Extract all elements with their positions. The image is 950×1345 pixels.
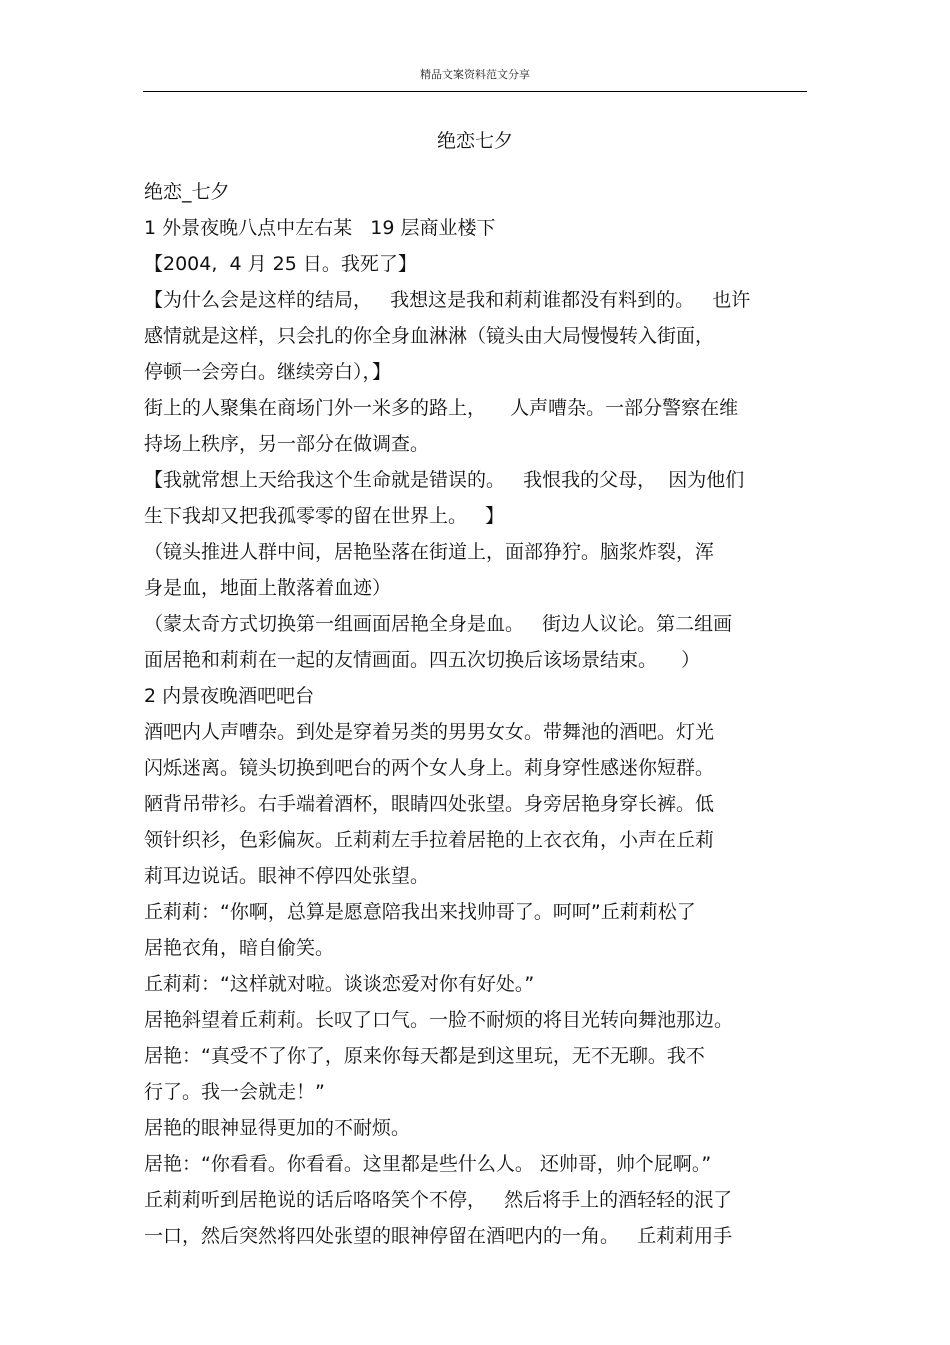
body-line: 【我就常想上天给我这个生命就是错误的。 我恨我的父母， 因为他们: [144, 469, 745, 491]
body-line: 酒吧内人声嘈杂。到处是穿着另类的男男女女。带舞池的酒吧。灯光: [144, 721, 715, 743]
body-line: 居艳：“真受不了你了，原来你每天都是到这里玩，无不无聊。我不: [144, 1045, 705, 1067]
body-line: 【2004, 4 月 25 日。我死了】: [144, 253, 417, 275]
body-line: 2 内景夜晚酒吧吧台: [144, 685, 315, 707]
body-line: 街上的人聚集在商场门外一米多的路上， 人声嘈杂。一部分警察在维: [144, 397, 739, 419]
body-line: 感情就是这样，只会扎的你全身血淋淋（镜头由大局慢慢转入街面，: [144, 325, 715, 347]
body-line: 1 外景夜晚八点中左右某 19 层商业楼下: [144, 217, 496, 239]
body-line: 【为什么会是这样的结局， 我想这是我和莉莉谁都没有料到的。 也许: [144, 289, 751, 311]
body-line: 丘莉莉听到居艳说的话后咯咯笑个不停， 然后将手上的酒轻轻的泯了: [144, 1189, 733, 1211]
body-line: 莉耳边说话。眼神不停四处张望。: [144, 865, 430, 887]
document-title: 绝恋七夕: [436, 130, 513, 152]
body-line: 居艳：“你看看。你看看。这里都是些什么人。 还帅哥，帅个屁啊。”: [144, 1153, 712, 1175]
body-line: 一口，然后突然将四处张望的眼神停留在酒吧内的一角。 丘莉莉用手: [144, 1225, 733, 1247]
body-line: 身是血，地面上散落着血迹）: [144, 577, 392, 599]
body-line: 陋背吊带衫。右手端着酒杯，眼睛四处张望。身旁居艳身穿长裤。低: [144, 793, 715, 815]
body-line: 丘莉莉：“这样就对啦。谈谈恋爱对你有好处。”: [144, 973, 535, 995]
body-line: 生下我却又把我孤零零的留在世界上。 】: [144, 505, 505, 527]
body-line: （蒙太奇方式切换第一组画面居艳全身是血。 街边人议论。第二组画: [144, 613, 733, 635]
body-line: （镜头推进人群中间，居艳坠落在街道上，面部狰狞。脑浆炸裂，浑: [144, 541, 715, 563]
body-line: 领针织衫，色彩偏灰。丘莉莉左手拉着居艳的上衣衣角，小声在丘莉: [144, 829, 715, 851]
body-line: 闪烁迷离。镜头切换到吧台的两个女人身上。莉身穿性感迷你短群。: [144, 757, 715, 779]
body-line: 绝恋_七夕: [144, 181, 230, 203]
body-line: 停顿一会旁白。继续旁白），】: [144, 361, 392, 383]
body-line: 居艳斜望着丘莉莉。长叹了口气。一脸不耐烦的将目光转向舞池那边。: [144, 1009, 734, 1031]
body-line: 居艳衣角，暗自偷笑。: [144, 937, 335, 959]
body-line: 丘莉莉：“你啊，总算是愿意陪我出来找帅哥了。呵呵”丘莉莉松了: [144, 901, 696, 923]
document-body: [144, 174, 816, 1254]
header-rule: [143, 91, 807, 92]
body-line: 持场上秩序，另一部分在做调查。: [144, 433, 430, 455]
page-header: 精品文案资料范文分享: [420, 68, 530, 81]
body-line: 居艳的眼神显得更加的不耐烦。: [144, 1117, 411, 1139]
body-line: 行了。我一会就走！”: [144, 1081, 325, 1103]
body-line: 面居艳和莉莉在一起的友情画面。四五次切换后该场景结束。 ）: [144, 649, 701, 671]
